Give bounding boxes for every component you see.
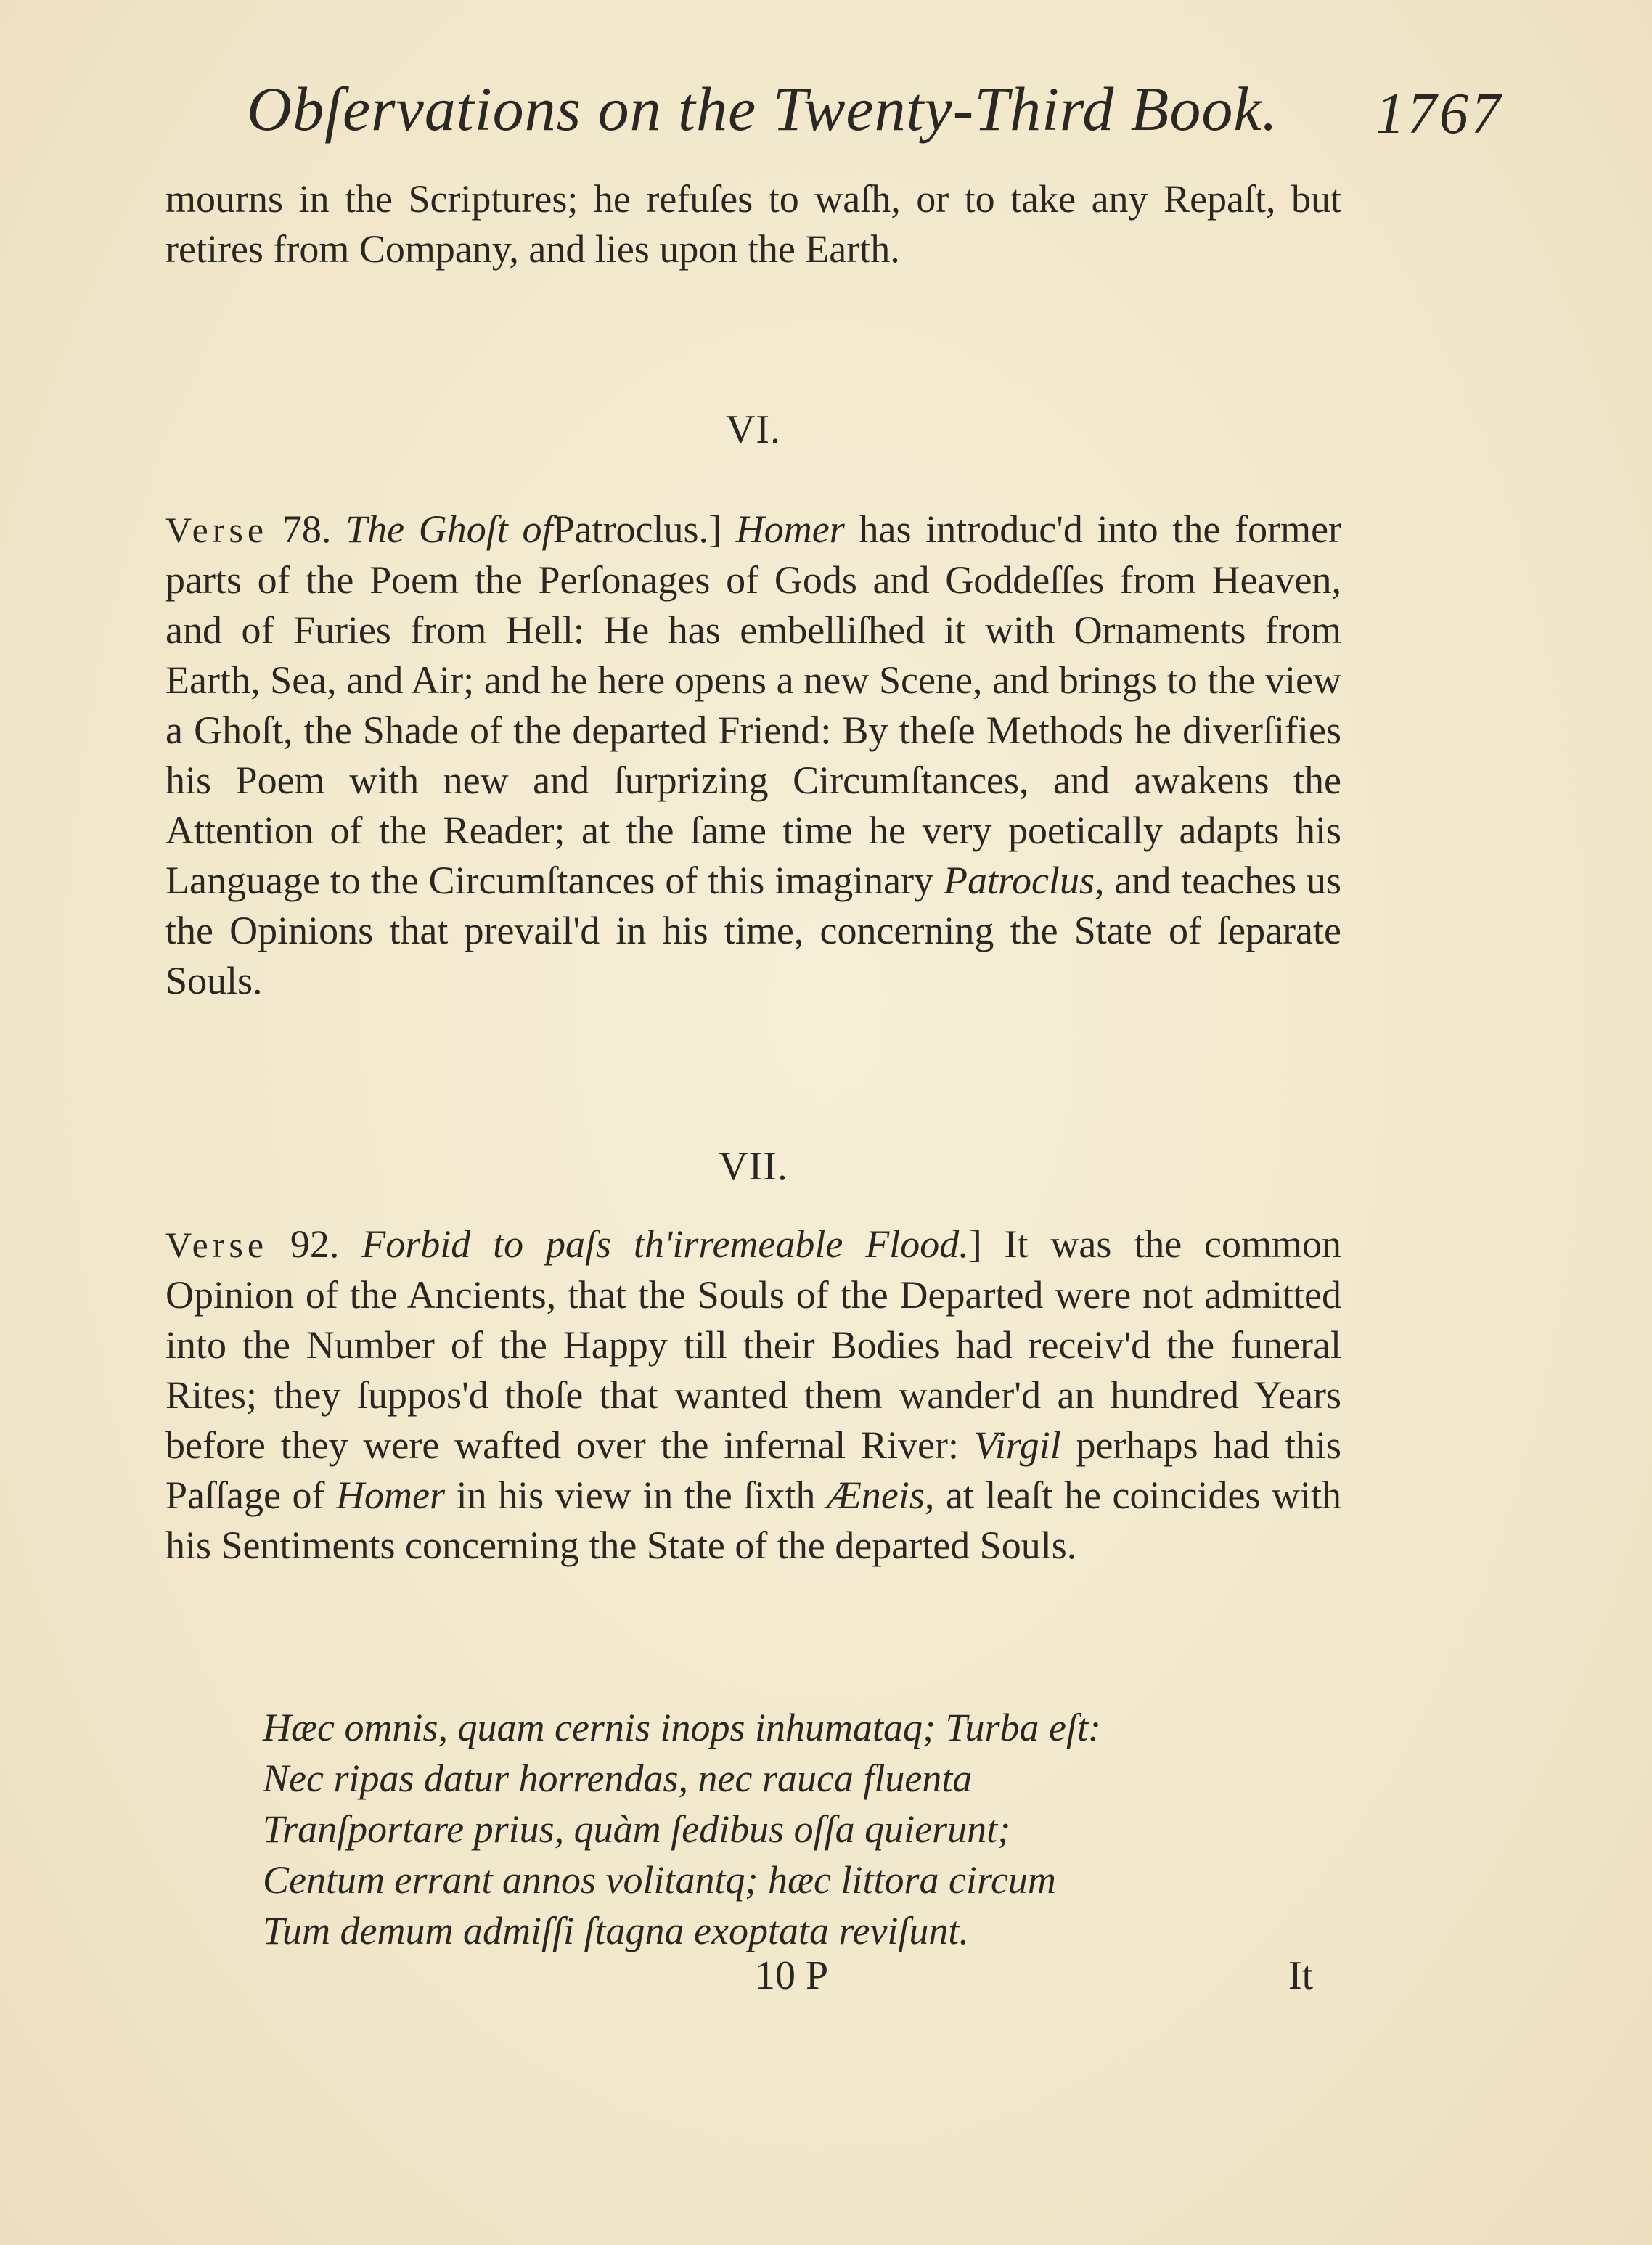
verse-label: Verse — [165, 1224, 269, 1265]
verse-number: 78. — [282, 507, 332, 551]
section-vii-paragraph — [165, 1219, 1341, 1571]
lemma-roman: Patroclus.] — [552, 507, 722, 551]
author-name: Homer — [735, 507, 845, 551]
author-name: Homer — [336, 1473, 446, 1517]
body-text: in his view in the ſixth — [456, 1473, 816, 1517]
lemma-italic: The Ghoſt of — [345, 507, 553, 551]
section-vi-paragraph — [165, 504, 1341, 1006]
verse-label: Verse — [165, 510, 269, 550]
intro-paragraph — [165, 174, 1341, 274]
lemma-close: ] — [968, 1222, 982, 1266]
verse-line: Hæc omnis, quam cernis inops inhumataq; Turba eſt: — [263, 1706, 1101, 1749]
catchword: It — [1288, 1953, 1314, 1998]
lemma-italic: Forbid to paſs th'irremeable Flood. — [361, 1222, 969, 1266]
body-text: has introduc'd into the former parts of the Poem the Perſonages of Gods and Goddeſſes from Heaven, and of Furies from Hell: He has embelliſhed it with Ornaments from Earth, Sea, and Air; and he here opens a new Scene, and brings to the view a Ghoſt, the Shade of the departed Friend: By theſe Methods he diverſifies his Poem with new and ſurprizing Circumſtances, and awakens the Attention of the Reader; at the ſame time he very poetically adapts his Language to the Circumſtances of this imaginary — [165, 507, 1342, 902]
section-heading-vi: VI. — [725, 407, 782, 452]
body-text: at leaſt he coincides with his Sentiments concerning the State of the departed Souls. — [165, 1473, 1342, 1567]
character-name: Patroclus, — [943, 859, 1105, 902]
signature-mark: 10 P — [755, 1953, 829, 1998]
latin-quotation — [263, 1702, 1293, 1956]
intro-text: mourns in the Scriptures; he refuſes to waſh, or to take any Repaſt, but retires from Company, and lies upon the Earth. — [165, 177, 1341, 271]
running-title: Obſervations on the Twenty-Third Book. — [247, 74, 1279, 144]
verse-line: Tum demum admiſſi ſtagna exoptata reviſunt. — [263, 1909, 969, 1952]
work-title: Æneis, — [826, 1473, 935, 1517]
verse-line: Centum errant annos volitantq; hæc littora circum — [263, 1858, 1056, 1902]
author-name: Virgil — [973, 1423, 1061, 1467]
body-text: and teaches us the Opinions that prevail'd in his time, concerning the State of ſeparate Souls. — [165, 859, 1342, 1002]
verse-line: Nec ripas datur horrendas, nec rauca fluenta — [263, 1757, 973, 1800]
section-heading-vii: VII. — [719, 1144, 788, 1189]
verse-number: 92. — [290, 1222, 340, 1266]
verse-line: Tranſportare prius, quàm ſedibus oſſa quierunt; — [263, 1807, 1011, 1851]
body-text: It was the common Opinion of the Ancients, that the Souls of the Departed were not admitted into the Number of the Happy till their Bodies had receiv'd the funeral Rites; they ſuppos'd thoſe that wanted them wander'd an hundred Years before they were wafted over the infernal River: — [165, 1222, 1342, 1467]
body-text: perhaps had this Paſſage of — [165, 1423, 1342, 1517]
page-number: 1767 — [1375, 82, 1503, 146]
